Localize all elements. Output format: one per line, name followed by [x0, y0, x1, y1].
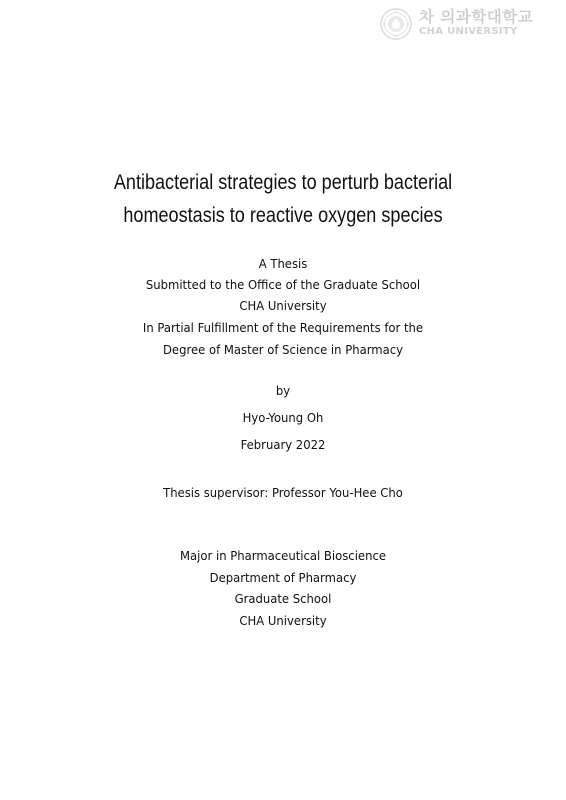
affiliation-university: CHA University: [239, 613, 327, 628]
degree-name: Degree of Master of Science in Pharmacy: [162, 342, 404, 357]
submission-date: February 2022: [240, 437, 326, 452]
by-label: by: [275, 383, 291, 398]
university-watermark: [380, 8, 556, 42]
university-seal-icon: [380, 8, 412, 40]
watermark-english-name: CHA UNIVERSITY: [419, 26, 518, 37]
watermark-korean-name: 차 의과학대학교: [419, 8, 534, 26]
submitted-to: Submitted to the Office of the Graduate School: [145, 277, 421, 292]
major-name: Major in Pharmaceutical Bioscience: [180, 548, 386, 563]
thesis-title: [40, 166, 527, 232]
thesis-title-line-2: homeostasis to reactive oxygen species: [123, 204, 443, 227]
thesis-title-line-1: Antibacterial strategies to perturb bacterial: [113, 171, 453, 194]
department-name: Department of Pharmacy: [209, 570, 357, 585]
document-type: A Thesis: [258, 256, 308, 271]
fulfillment-statement: In Partial Fulfillment of the Requirements for the: [142, 320, 424, 335]
thesis-supervisor: Thesis supervisor: Professor You-Hee Cho: [163, 485, 403, 500]
submission-university: CHA University: [239, 298, 327, 313]
school-name: Graduate School: [234, 591, 332, 606]
author-name: Hyo-Young Oh: [242, 410, 324, 425]
